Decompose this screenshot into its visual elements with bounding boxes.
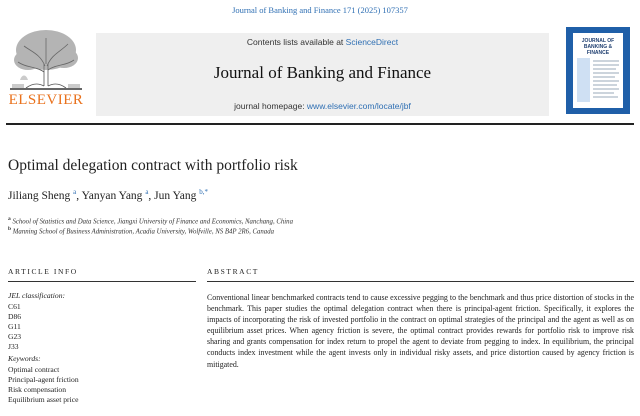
elsevier-wordmark[interactable]: ELSEVIER bbox=[8, 92, 84, 108]
jel-code: C61 bbox=[8, 302, 21, 311]
author-affiliation-marker[interactable]: b,* bbox=[199, 188, 208, 196]
keyword: Equilibrium asset price bbox=[8, 395, 79, 404]
author-separator: , bbox=[76, 189, 82, 202]
keyword-list bbox=[8, 365, 79, 405]
affiliation-key: b bbox=[8, 226, 12, 232]
jel-code: J33 bbox=[8, 342, 19, 351]
jel-code-list bbox=[8, 302, 21, 352]
homepage-line bbox=[96, 101, 549, 111]
author-list bbox=[8, 188, 208, 202]
author-affiliation-marker[interactable]: a bbox=[145, 188, 149, 196]
affiliation-text: School of Statistics and Data Science, Jiangxi University of Finance and Economics, Nanchang, China bbox=[12, 218, 293, 226]
abstract-text: Conventional linear benchmarked contracts tend to cause excessive pegging to the benchmark and thus price distortion of stocks in the benchmark. This paper studies the optimal delegation contract when there is principal-agent friction. Specifically, it explores the impacts of incorporating the risk of invested portfolio in the contract on optimal strategies of the principal and the agent as well as on equilibrium asset prices. When agency friction is severe, the optimal contract provides rewards for portfolio risk to improve risk sharing and grants compensation for index return to propel the agent to deviate from pegging to index. In equilibrium, the principal conducts index investment while the agent invests only in individual risky assets, and price distortion caused by agency friction is mitigated. bbox=[207, 293, 634, 369]
article-title: Optimal delegation contract with portfolio risk bbox=[8, 157, 298, 174]
jel-code: G23 bbox=[8, 332, 22, 341]
contents-line bbox=[96, 37, 549, 47]
homepage-prefix: journal homepage: bbox=[234, 101, 307, 111]
affiliation-a bbox=[8, 216, 293, 225]
journal-citation[interactable]: Journal of Banking and Finance 171 (2025) 107357 bbox=[232, 5, 408, 15]
journal-homepage-link[interactable]: www.elsevier.com/locate/jbf bbox=[306, 101, 411, 111]
jel-classification-label: JEL classification: bbox=[8, 291, 66, 300]
journal-cover-thumbnail[interactable] bbox=[566, 27, 630, 114]
jel-code: G11 bbox=[8, 322, 21, 331]
abstract-heading: ABSTRACT bbox=[207, 267, 259, 276]
author-separator: , bbox=[148, 189, 155, 202]
author-name[interactable]: Yanyan Yang bbox=[81, 189, 143, 202]
article-info-divider bbox=[8, 281, 196, 282]
affiliation-b bbox=[8, 226, 274, 235]
contents-prefix: Contents lists available at bbox=[246, 37, 346, 47]
sciencedirect-link[interactable]: ScienceDirect bbox=[345, 37, 399, 47]
header-divider bbox=[6, 123, 634, 125]
journal-banner bbox=[96, 33, 549, 116]
author-name[interactable]: Jun Yang bbox=[154, 189, 197, 202]
affiliation-text: Manning School of Business Administration, Acadia University, Wolfville, NS B4P 2R6, Canada bbox=[12, 228, 274, 236]
cover-title-line3: FINANCE bbox=[586, 50, 610, 56]
author-affiliation-marker[interactable]: a bbox=[73, 188, 77, 196]
cover-title-line1: JOURNAL OF bbox=[581, 38, 615, 44]
keyword: Optimal contract bbox=[8, 365, 60, 374]
affiliation-key: a bbox=[8, 216, 11, 222]
cover-title-line2: BANKING & bbox=[583, 44, 613, 50]
journal-name: Journal of Banking and Finance bbox=[213, 63, 432, 82]
article-info-heading: ARTICLE INFO bbox=[8, 267, 78, 276]
abstract-divider bbox=[207, 281, 634, 282]
author-name[interactable]: Jiliang Sheng bbox=[8, 189, 71, 202]
jel-code: D86 bbox=[8, 312, 22, 321]
keyword: Risk compensation bbox=[8, 385, 67, 394]
keywords-label: Keywords: bbox=[8, 354, 41, 363]
keyword: Principal-agent friction bbox=[8, 375, 79, 384]
